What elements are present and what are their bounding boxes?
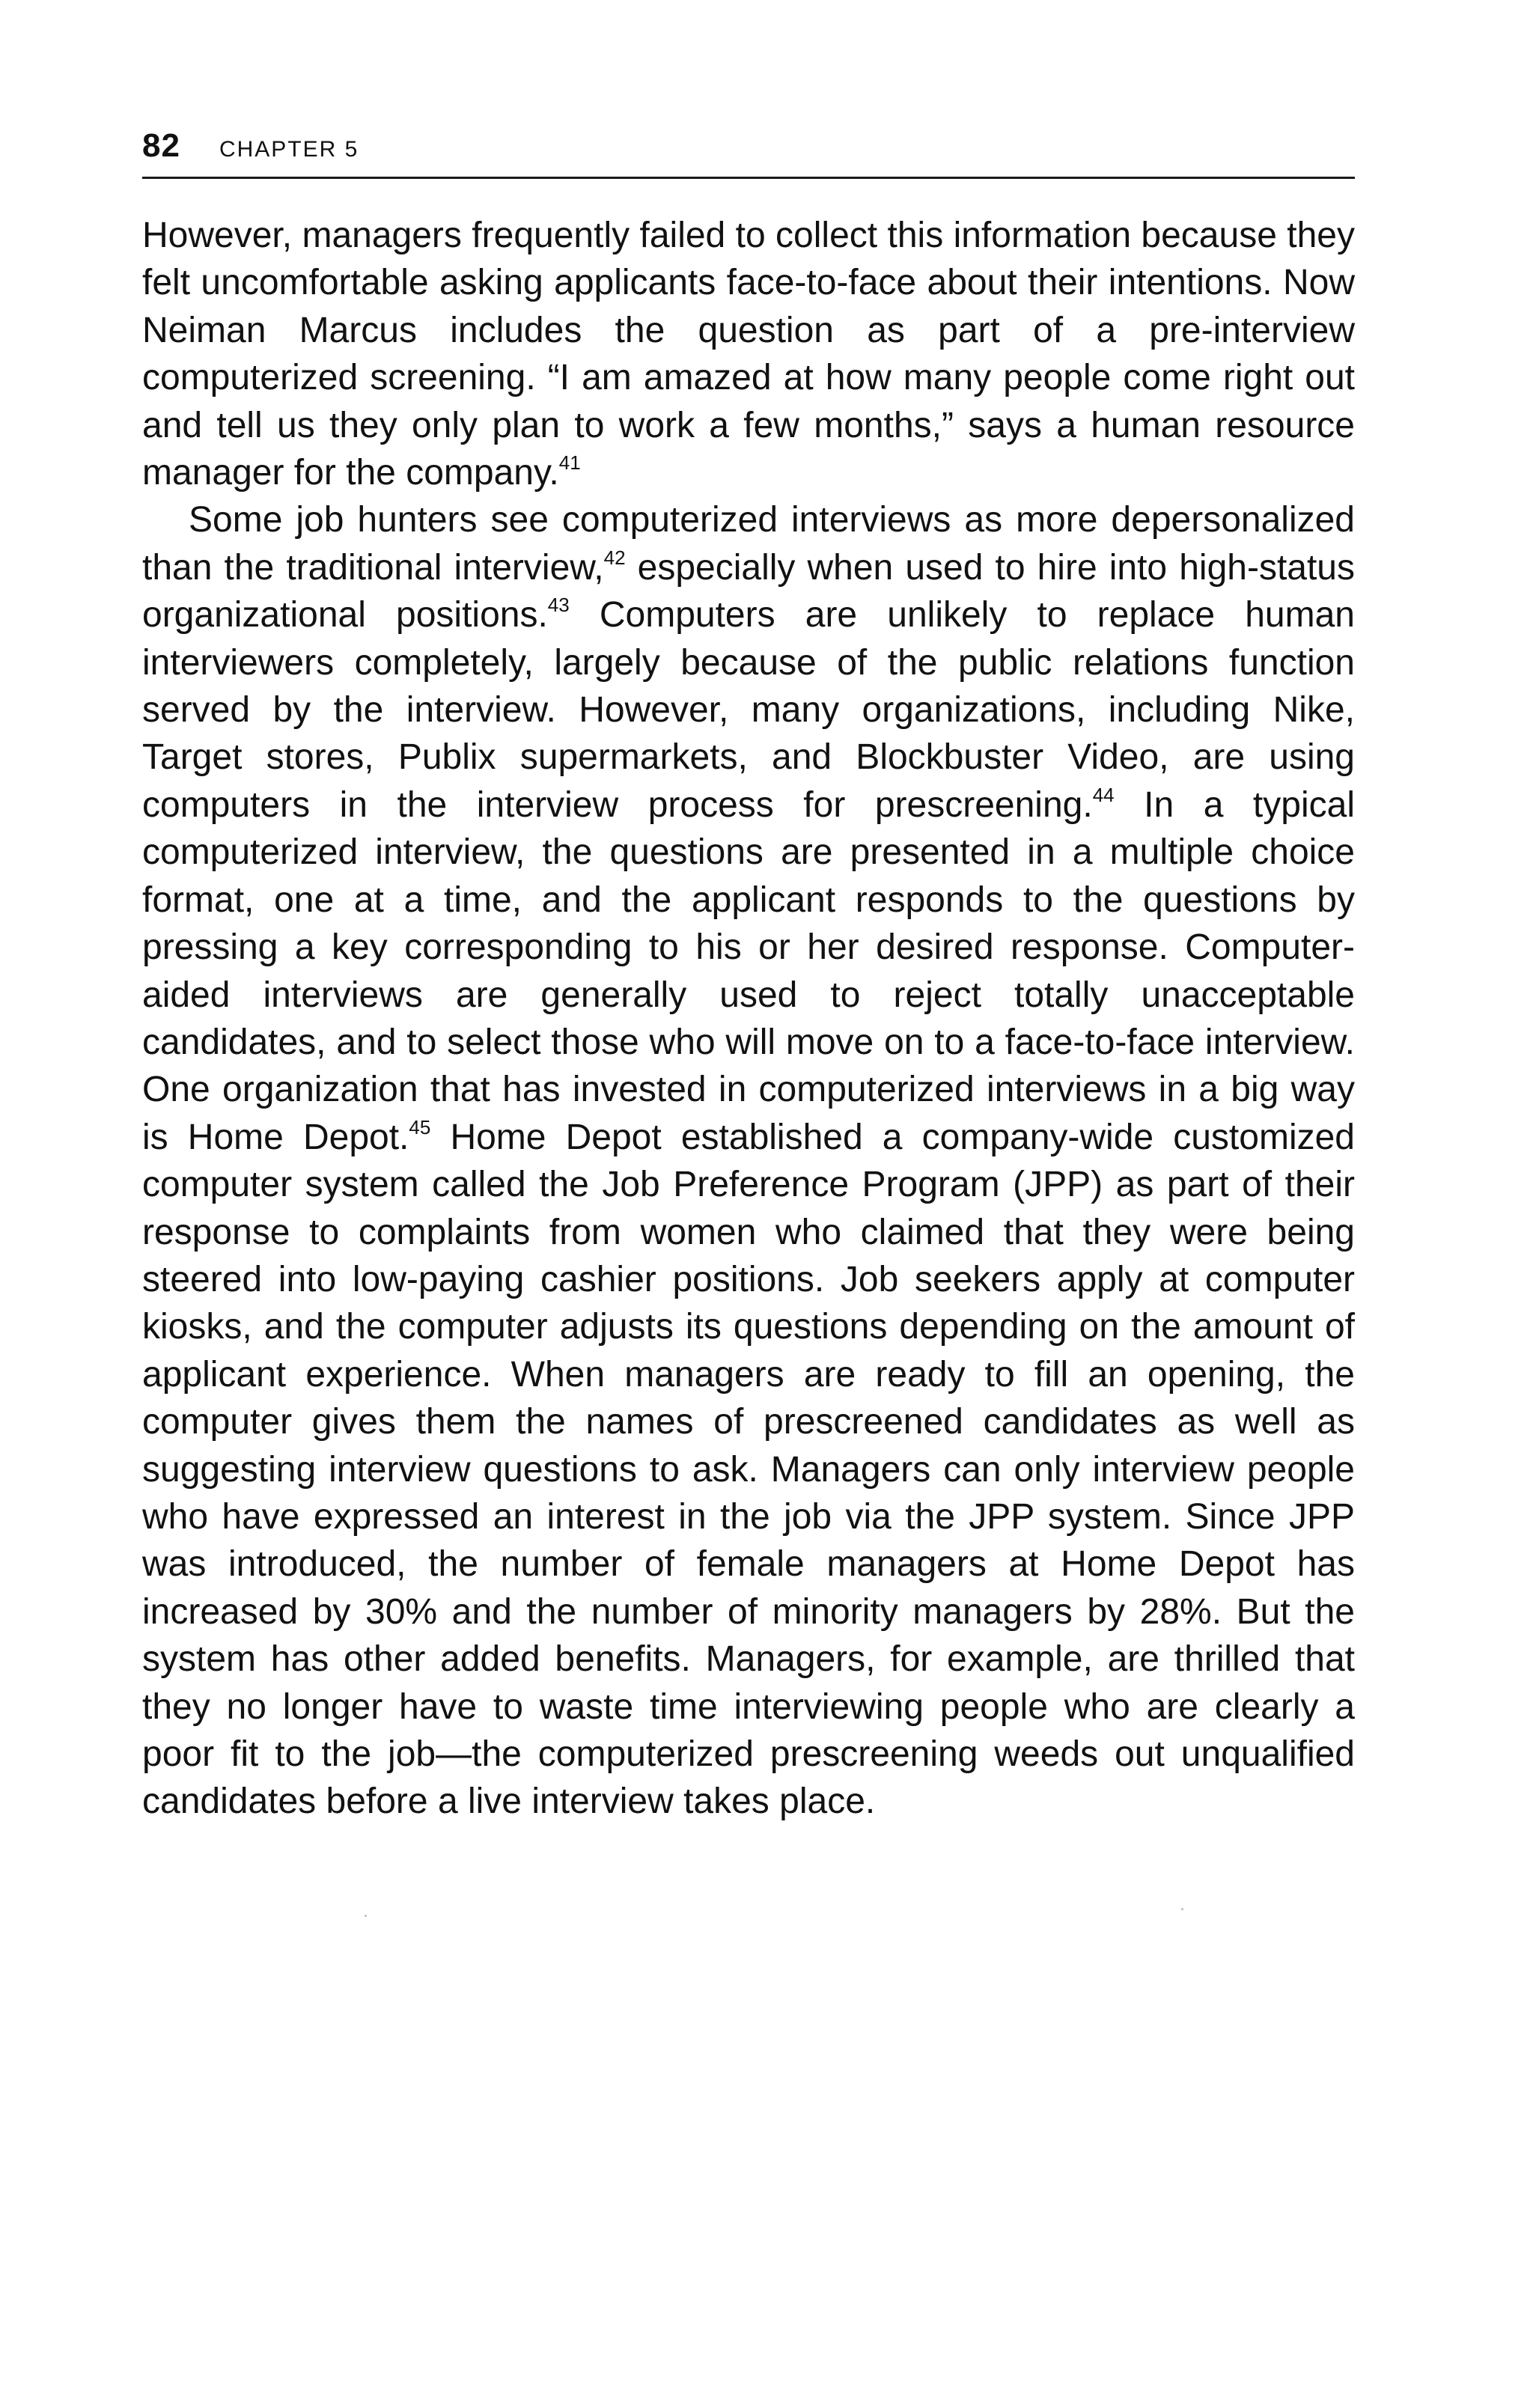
footnote-ref-45: 45	[409, 1115, 431, 1139]
body-text	[142, 212, 1355, 1826]
scan-speck	[1181, 1908, 1183, 1910]
paragraph-1-text: However, managers frequently failed to collect this information because they felt uncomfortable asking applicants face-to-face about their intentions. Now Neiman Marcus includes the question as part of a pre-interview computerized screening. “I am amazed at how many people come right out and tell us they only plan to work a few months,” says a human resource manager for the company.	[142, 216, 1355, 493]
scan-speck	[365, 1915, 367, 1917]
footnote-ref-43: 43	[547, 594, 570, 617]
page-number: 82	[142, 127, 180, 164]
paragraph-2-text-e: Home Depot established a company-wide customized computer system called the Job Preference Program (JPP) as part of their response to complaints from women who claimed that they were being steered into low-paying cashier positions. Job seekers apply at computer kiosks, and the computer adjusts its questions depending on the amount of applicant experience. When managers are ready to fill an opening, the computer gives them the names of prescreened candidates as well as suggesting interview questions to ask. Managers can only interview people who have expressed an interest in the job via the JPP system. Since JPP was introduced, the number of female managers at Home Depot has increased by 30% and the number of minority managers by 28%. But the system has other added benefits. Managers, for example, are thrilled that they no longer have to waste time interviewing people who are clearly a poor fit to the job—the computerized prescreening weeds out unqualified candidates before a live interview takes place.	[142, 1117, 1355, 1822]
footnote-ref-41: 41	[558, 451, 581, 475]
paragraph-2-text-b: especially when used to hire into high-status organizational positions.	[142, 547, 1356, 635]
book-page	[142, 127, 1355, 1826]
paragraph-2	[142, 496, 1355, 1825]
paragraph-2-text-a: Some job hunters see computerized interviews as more depersonalized than the traditional interview,	[142, 500, 1355, 588]
footnote-ref-44: 44	[1092, 783, 1115, 806]
paragraph-2-text-d: In a typical computerized interview, the questions are presented in a multiple choice format, one at a time, and the applicant responds to the questions by pressing a key corresponding to his or her desired response. Computer-aided interviews are generally used to reject totally unacceptable candidates, and to select those who will move on to a face-to-face interview. One organization that has invested in computerized interviews in a big way is Home Depot.	[142, 784, 1355, 1157]
paragraph-2-text-c: Computers are unlikely to replace human interviewers completely, largely because of the public relations function served by the interview. However, many organizations, including Nike, Target stores, Publix supermarkets, and Blockbuster Video, are using computers in the interview process for prescreening.	[142, 595, 1355, 825]
footnote-ref-42: 42	[603, 546, 626, 569]
chapter-label: CHAPTER 5	[219, 137, 359, 162]
running-head	[142, 127, 1355, 179]
paragraph-1	[142, 212, 1355, 496]
